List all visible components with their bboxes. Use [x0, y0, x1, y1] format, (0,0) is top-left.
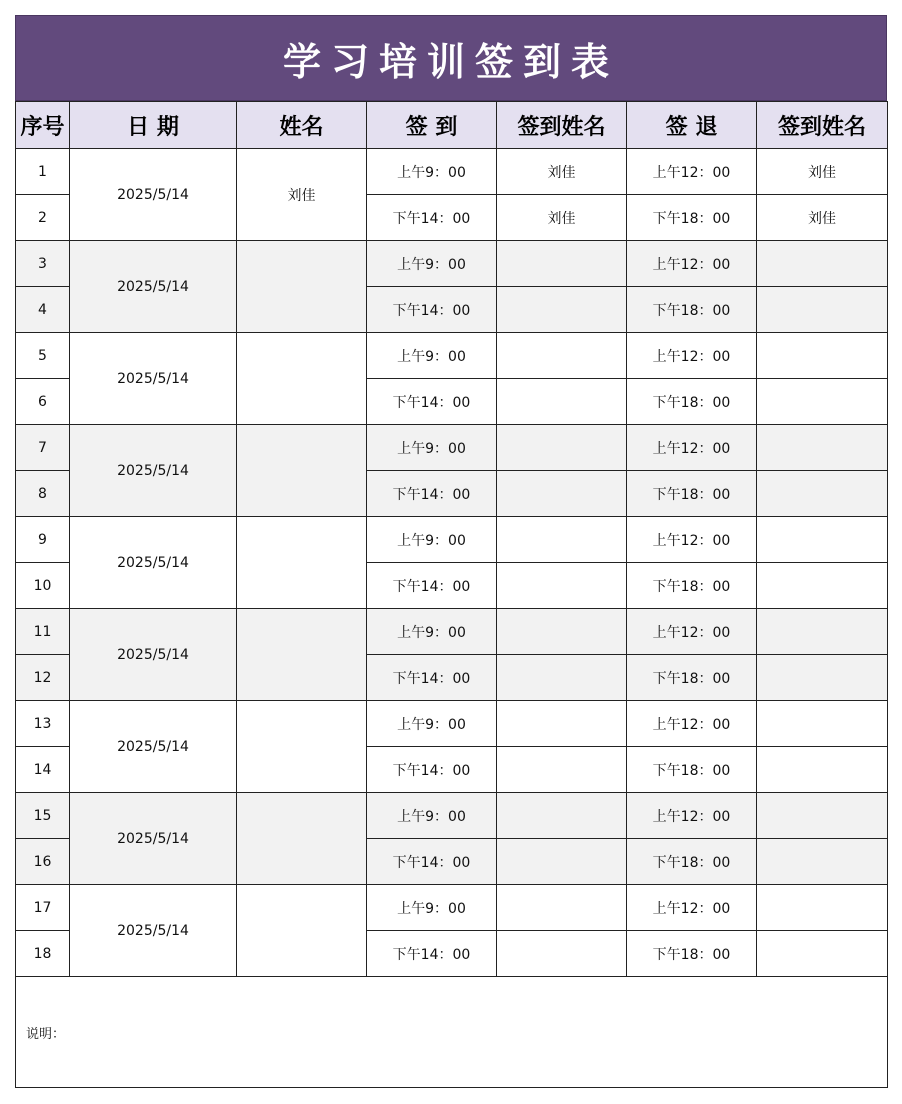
cell-no[interactable]: 11 [16, 609, 70, 655]
cell-date[interactable]: 2025/5/14 [70, 149, 237, 241]
cell-no[interactable]: 5 [16, 333, 70, 379]
cell-sign-in-time[interactable]: 下午14：00 [367, 655, 497, 701]
cell-no[interactable]: 12 [16, 655, 70, 701]
cell-sign-in-time[interactable]: 下午14：00 [367, 747, 497, 793]
cell-name[interactable] [237, 241, 367, 333]
cell-sign-in-name[interactable] [497, 839, 627, 885]
cell-sign-in-time[interactable]: 上午9：00 [367, 885, 497, 931]
cell-sign-in-name[interactable] [497, 563, 627, 609]
cell-name[interactable] [237, 609, 367, 701]
cell-sign-out-time[interactable]: 下午18：00 [627, 655, 757, 701]
cell-sign-out-time[interactable]: 下午18：00 [627, 287, 757, 333]
cell-sign-in-name[interactable] [497, 241, 627, 287]
cell-sign-out-time[interactable]: 上午12：00 [627, 517, 757, 563]
cell-sign-in-name[interactable]: 刘佳 [497, 149, 627, 195]
header-cell-sign-in: 签 到 [367, 102, 497, 149]
cell-date[interactable]: 2025/5/14 [70, 333, 237, 425]
cell-no[interactable]: 16 [16, 839, 70, 885]
cell-sign-out-time[interactable]: 下午18：00 [627, 839, 757, 885]
cell-sign-out-name[interactable] [757, 793, 888, 839]
cell-sign-out-name[interactable]: 刘佳 [757, 195, 888, 241]
cell-no[interactable]: 14 [16, 747, 70, 793]
cell-date[interactable]: 2025/5/14 [70, 885, 237, 977]
sign-in-sheet [15, 15, 887, 1088]
header-cell-sign-out-name: 签到姓名 [757, 102, 888, 149]
cell-sign-out-name[interactable] [757, 241, 888, 287]
cell-sign-out-name[interactable]: 刘佳 [757, 149, 888, 195]
cell-sign-in-name[interactable] [497, 747, 627, 793]
cell-sign-in-time[interactable]: 上午9：00 [367, 333, 497, 379]
cell-sign-in-time[interactable]: 下午14：00 [367, 195, 497, 241]
cell-sign-in-time[interactable]: 上午9：00 [367, 517, 497, 563]
cell-date[interactable]: 2025/5/14 [70, 425, 237, 517]
cell-sign-in-name[interactable] [497, 333, 627, 379]
cell-sign-in-time[interactable]: 下午14：00 [367, 379, 497, 425]
cell-sign-out-time[interactable]: 上午12：00 [627, 241, 757, 287]
cell-sign-out-time[interactable]: 上午12：00 [627, 609, 757, 655]
note-cell[interactable] [16, 977, 888, 1088]
cell-sign-in-name[interactable] [497, 885, 627, 931]
cell-no[interactable]: 6 [16, 379, 70, 425]
cell-sign-in-name[interactable] [497, 655, 627, 701]
cell-name[interactable] [237, 517, 367, 609]
cell-no[interactable]: 15 [16, 793, 70, 839]
cell-no[interactable]: 1 [16, 149, 70, 195]
cell-no[interactable]: 3 [16, 241, 70, 287]
table-row [16, 517, 888, 563]
cell-no[interactable]: 17 [16, 885, 70, 931]
cell-sign-in-name[interactable] [497, 609, 627, 655]
table-row [16, 425, 888, 471]
cell-sign-in-time[interactable]: 下午14：00 [367, 931, 497, 977]
table-row [16, 701, 888, 747]
header-cell-sign-out: 签 退 [627, 102, 757, 149]
cell-sign-in-time[interactable]: 下午14：00 [367, 839, 497, 885]
table-row [16, 793, 888, 839]
cell-sign-in-name[interactable] [497, 425, 627, 471]
cell-name[interactable] [237, 333, 367, 425]
cell-name[interactable] [237, 425, 367, 517]
cell-sign-out-time[interactable]: 上午12：00 [627, 885, 757, 931]
cell-no[interactable]: 4 [16, 287, 70, 333]
table-row [16, 609, 888, 655]
cell-sign-in-time[interactable]: 下午14：00 [367, 287, 497, 333]
cell-sign-out-name[interactable] [757, 517, 888, 563]
cell-date[interactable]: 2025/5/14 [70, 517, 237, 609]
cell-sign-out-name[interactable] [757, 563, 888, 609]
cell-date[interactable]: 2025/5/14 [70, 701, 237, 793]
cell-sign-out-name[interactable] [757, 425, 888, 471]
cell-sign-in-name[interactable] [497, 471, 627, 517]
cell-sign-in-time[interactable]: 下午14：00 [367, 563, 497, 609]
cell-sign-out-time[interactable]: 下午18：00 [627, 931, 757, 977]
cell-no[interactable]: 18 [16, 931, 70, 977]
cell-no[interactable]: 8 [16, 471, 70, 517]
note-row [16, 977, 888, 1088]
cell-sign-out-time[interactable]: 上午12：00 [627, 425, 757, 471]
sheet-title: 学习培训签到表 [15, 15, 887, 101]
cell-sign-out-name[interactable] [757, 701, 888, 747]
cell-sign-out-name[interactable] [757, 931, 888, 977]
cell-sign-out-time[interactable]: 上午12：00 [627, 333, 757, 379]
cell-sign-out-name[interactable] [757, 747, 888, 793]
cell-sign-out-name[interactable] [757, 609, 888, 655]
cell-name[interactable]: 刘佳 [237, 149, 367, 241]
cell-date[interactable]: 2025/5/14 [70, 793, 237, 885]
header-cell-name: 姓名 [237, 102, 367, 149]
cell-no[interactable]: 2 [16, 195, 70, 241]
cell-no[interactable]: 7 [16, 425, 70, 471]
cell-sign-in-time[interactable]: 上午9：00 [367, 149, 497, 195]
cell-date[interactable]: 2025/5/14 [70, 241, 237, 333]
table-row [16, 149, 888, 195]
header-cell-sign-in-name: 签到姓名 [497, 102, 627, 149]
table-row [16, 333, 888, 379]
note-label: 说明： [26, 1026, 66, 1042]
cell-sign-in-name[interactable] [497, 379, 627, 425]
table-row [16, 241, 888, 287]
cell-sign-out-name[interactable] [757, 287, 888, 333]
cell-sign-out-name[interactable] [757, 333, 888, 379]
cell-sign-in-time[interactable]: 上午9：00 [367, 609, 497, 655]
cell-sign-in-time[interactable]: 上午9：00 [367, 425, 497, 471]
cell-sign-out-name[interactable] [757, 379, 888, 425]
table-row [16, 885, 888, 931]
cell-sign-in-time[interactable]: 上午9：00 [367, 241, 497, 287]
cell-sign-out-time[interactable]: 下午18：00 [627, 471, 757, 517]
sign-in-table [15, 101, 888, 1088]
cell-sign-in-time[interactable]: 上午9：00 [367, 793, 497, 839]
header-cell-no: 序号 [16, 102, 70, 149]
cell-sign-in-name[interactable] [497, 701, 627, 747]
cell-name[interactable] [237, 701, 367, 793]
cell-sign-out-time[interactable]: 上午12：00 [627, 793, 757, 839]
cell-sign-in-name[interactable] [497, 517, 627, 563]
cell-name[interactable] [237, 885, 367, 977]
cell-sign-out-time[interactable]: 上午12：00 [627, 149, 757, 195]
cell-sign-in-name[interactable] [497, 793, 627, 839]
cell-sign-out-time[interactable]: 下午18：00 [627, 747, 757, 793]
cell-sign-in-name[interactable]: 刘佳 [497, 195, 627, 241]
cell-name[interactable] [237, 793, 367, 885]
cell-sign-out-time[interactable]: 下午18：00 [627, 379, 757, 425]
cell-sign-out-name[interactable] [757, 655, 888, 701]
cell-sign-out-name[interactable] [757, 885, 888, 931]
header-cell-date: 日 期 [70, 102, 237, 149]
cell-sign-in-time[interactable]: 上午9：00 [367, 701, 497, 747]
cell-no[interactable]: 9 [16, 517, 70, 563]
cell-date[interactable]: 2025/5/14 [70, 609, 237, 701]
cell-sign-out-time[interactable]: 下午18：00 [627, 563, 757, 609]
cell-sign-in-name[interactable] [497, 287, 627, 333]
cell-sign-out-time[interactable]: 上午12：00 [627, 701, 757, 747]
cell-sign-out-time[interactable]: 下午18：00 [627, 195, 757, 241]
cell-no[interactable]: 13 [16, 701, 70, 747]
table-body [16, 149, 888, 977]
cell-no[interactable]: 10 [16, 563, 70, 609]
cell-sign-out-name[interactable] [757, 471, 888, 517]
cell-sign-out-name[interactable] [757, 839, 888, 885]
header-row [16, 102, 888, 149]
cell-sign-in-time[interactable]: 下午14：00 [367, 471, 497, 517]
cell-sign-in-name[interactable] [497, 931, 627, 977]
